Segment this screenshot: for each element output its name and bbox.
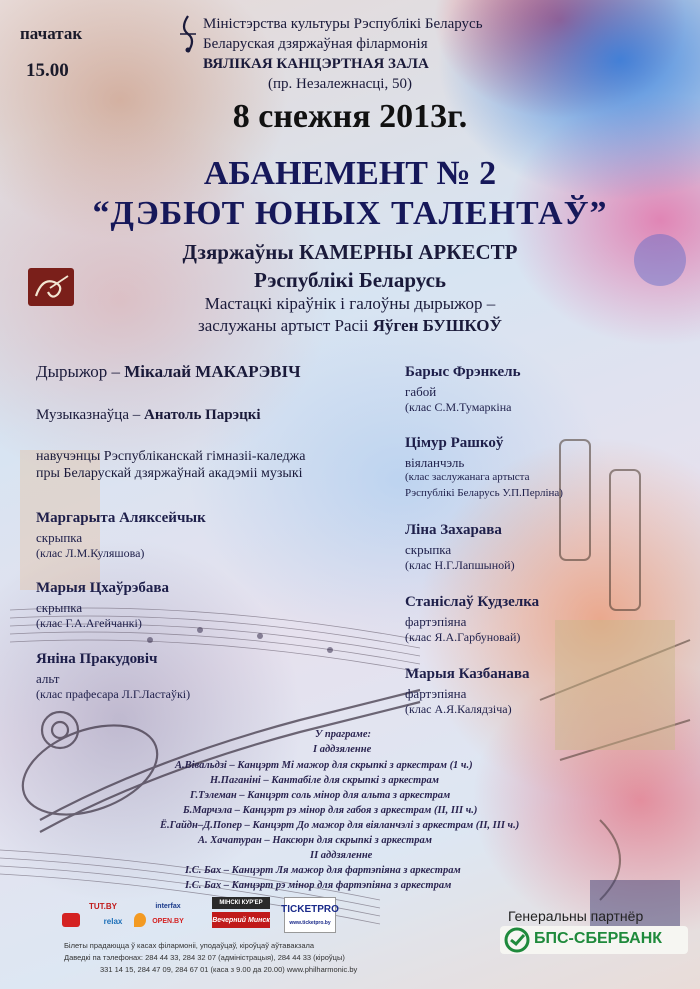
footer-line1: Білеты прадаюцца ў касах філармоніі, уподаўцаў, кіроўцаў аўтавакзала bbox=[64, 941, 315, 950]
orange-leaf-icon bbox=[134, 913, 146, 927]
hall-address: (пр. Незалежнасці, 50) bbox=[268, 76, 412, 92]
program-item: А. Хачатуран – Наксюрн для скрыпкі з аркестрам bbox=[198, 835, 432, 846]
minsk-courier-logo: МІНСКІ КУР'ЕР bbox=[212, 897, 270, 909]
performer-instrument: габой bbox=[405, 384, 437, 399]
performer-name: Ліна Захарава bbox=[405, 522, 502, 538]
students-line2: пры Беларускай дзяржаўнай акадэміі музыкі bbox=[36, 466, 303, 481]
performer-class: (клас А.Я.Калядзіча) bbox=[405, 702, 512, 716]
ticketpro-logo bbox=[281, 897, 339, 933]
program-part1-heading: І аддзяленне bbox=[313, 744, 372, 755]
performer-name: Маргарыта Аляксейчык bbox=[36, 510, 206, 526]
conductor-role: Дырыжор – bbox=[36, 362, 125, 381]
performer-class: (клас Л.М.Куляшова) bbox=[36, 546, 145, 560]
director-line1: Мастацкі кіраўнік і галоўны дырыжор – bbox=[204, 294, 496, 313]
performer-instrument: віяланчэль bbox=[405, 455, 465, 470]
program-item: Г.Тэлеман – Канцэрт соль мінор для альта з аркестрам bbox=[190, 790, 451, 801]
footer-line2: Даведкі па тэлефонах: 284 44 33, 284 32 07 (адміністрацыя), 284 44 33 (кіроўцы) bbox=[64, 953, 345, 962]
program-item: Б.Марчэла – Канцэрт рэ мінор для габоя з аркестрам (ІІ, ІІІ ч.) bbox=[183, 805, 478, 816]
performer-instrument: скрыпка bbox=[405, 542, 452, 557]
program-item: І.С. Бах – Канцэрт рэ мінор для фартэпіяна з аркестрам bbox=[185, 880, 452, 891]
performer-instrument: фартэпіяна bbox=[405, 614, 467, 629]
vecherny-minsk-logo: Вечерний Минск bbox=[212, 912, 270, 928]
director-title: заслужаны артыст Расіі bbox=[197, 316, 373, 335]
musicologist-line bbox=[36, 407, 261, 424]
conductor-line bbox=[36, 362, 301, 382]
orchestra-prefix: Дзяржаўны bbox=[182, 240, 299, 264]
performer-instrument: скрыпка bbox=[36, 600, 83, 615]
performer-name: Марыя Казбанава bbox=[405, 666, 530, 682]
program-heading: У праграме: bbox=[315, 729, 371, 740]
bank-emblem-icon bbox=[504, 927, 530, 953]
philharmonic-line: Беларуская дзяржаўная філармонія bbox=[203, 36, 428, 52]
performer-instrument: скрыпка bbox=[36, 530, 83, 545]
general-partner-label: Генеральны партнёр bbox=[508, 908, 644, 924]
bank-logo bbox=[500, 926, 688, 954]
ticketpro-url: www.ticketpro.by bbox=[289, 920, 331, 926]
performer-name: Станіслаў Кудзелка bbox=[405, 594, 540, 610]
director-name: Яўген БУШКОЎ bbox=[372, 316, 503, 335]
conductor-name: Мікалай МАКАРЭВІЧ bbox=[124, 362, 301, 381]
tut-by-logo: TUT.BY bbox=[89, 901, 117, 911]
program-part2-heading: ІІ аддзяленне bbox=[310, 850, 373, 861]
performer-class: (клас С.М.Тумаркіна bbox=[405, 400, 512, 414]
relax-logo: relax bbox=[103, 916, 123, 926]
performer-class: (клас прафесара Л.Г.Ластаўкі) bbox=[36, 687, 191, 701]
open-by-logo: OPEN.BY bbox=[152, 917, 184, 925]
performer-class: (клас Я.А.Гарбуновай) bbox=[405, 630, 521, 644]
performer-class-continued: Рэспублікі Беларусь У.П.Перліна) bbox=[405, 487, 563, 499]
footer-line3: 331 14 15, 284 47 09, 284 67 01 (каса з 9.00 да 20.00) www.philharmonic.by bbox=[100, 965, 358, 974]
students-line1: навучэнцы Рэспубліканскай гімназіі-каледжа bbox=[36, 449, 306, 464]
start-label: пачатак bbox=[20, 24, 83, 43]
ticketpro-name: TICKETPRO bbox=[281, 903, 339, 915]
ministry-line: Міністэрства культуры Рэспублікі Беларусь bbox=[203, 16, 483, 32]
subscription-title: АБАНЕМЕНТ № 2 bbox=[203, 155, 497, 192]
performer-class: (клас Н.Г.Лапшыной) bbox=[405, 558, 515, 572]
performer-class: (клас заслужанага артыста bbox=[405, 471, 530, 483]
orchestra-line bbox=[0, 240, 700, 265]
start-time: 15.00 bbox=[26, 60, 69, 81]
director-line2 bbox=[0, 316, 700, 336]
performer-class: (клас Г.А.Агейчанкі) bbox=[36, 616, 142, 630]
performer-name: Марыя Цхаўрэбава bbox=[36, 580, 169, 596]
program-item: Н.Паганіні – Кантабіле для скрыпкі з аркестрам bbox=[210, 775, 439, 786]
concert-date: 8 снежня 2013г. bbox=[232, 98, 468, 135]
program-item: А.Вівальдзі – Канцэрт Мі мажор для скрыпкі з аркестрам (1 ч.) bbox=[175, 760, 473, 771]
program-item: І.С. Бах – Канцэрт Ля мажор для фартэпіяна з аркестрам bbox=[185, 865, 461, 876]
red-ribbon-icon bbox=[62, 913, 80, 927]
performer-name: Барыс Фрэнкель bbox=[405, 364, 521, 380]
bank-name: БПС-СБЕРБАНК bbox=[534, 930, 663, 947]
performer-name: Яніна Пракудовіч bbox=[36, 651, 158, 667]
orchestra-name: КАМЕРНЫ АРКЕСТР bbox=[298, 240, 518, 264]
program-item: Ё.Гайдн–Д.Попер – Канцэрт До мажор для віяланчэлі з аркестрам (ІІ, ІІІ ч.) bbox=[160, 820, 520, 831]
performer-name: Цімур Рашкоў bbox=[405, 435, 504, 451]
performer-instrument: фартэпіяна bbox=[405, 686, 467, 701]
series-title: “ДЭБЮТ ЮНЫХ ТАЛЕНТАЎ” bbox=[92, 195, 608, 232]
orchestra-country: Рэспублікі Беларусь bbox=[253, 268, 446, 292]
musicologist-role: Музыказнаўца – bbox=[36, 407, 144, 423]
performer-instrument: альт bbox=[36, 671, 60, 686]
hall-name: ВЯЛІКАЯ КАНЦЭРТНАЯ ЗАЛА bbox=[203, 56, 429, 72]
philharmonic-logo bbox=[176, 14, 200, 54]
interfax-logo: interfax bbox=[155, 902, 181, 910]
musicologist-name: Анатоль Парэцкі bbox=[143, 407, 261, 423]
